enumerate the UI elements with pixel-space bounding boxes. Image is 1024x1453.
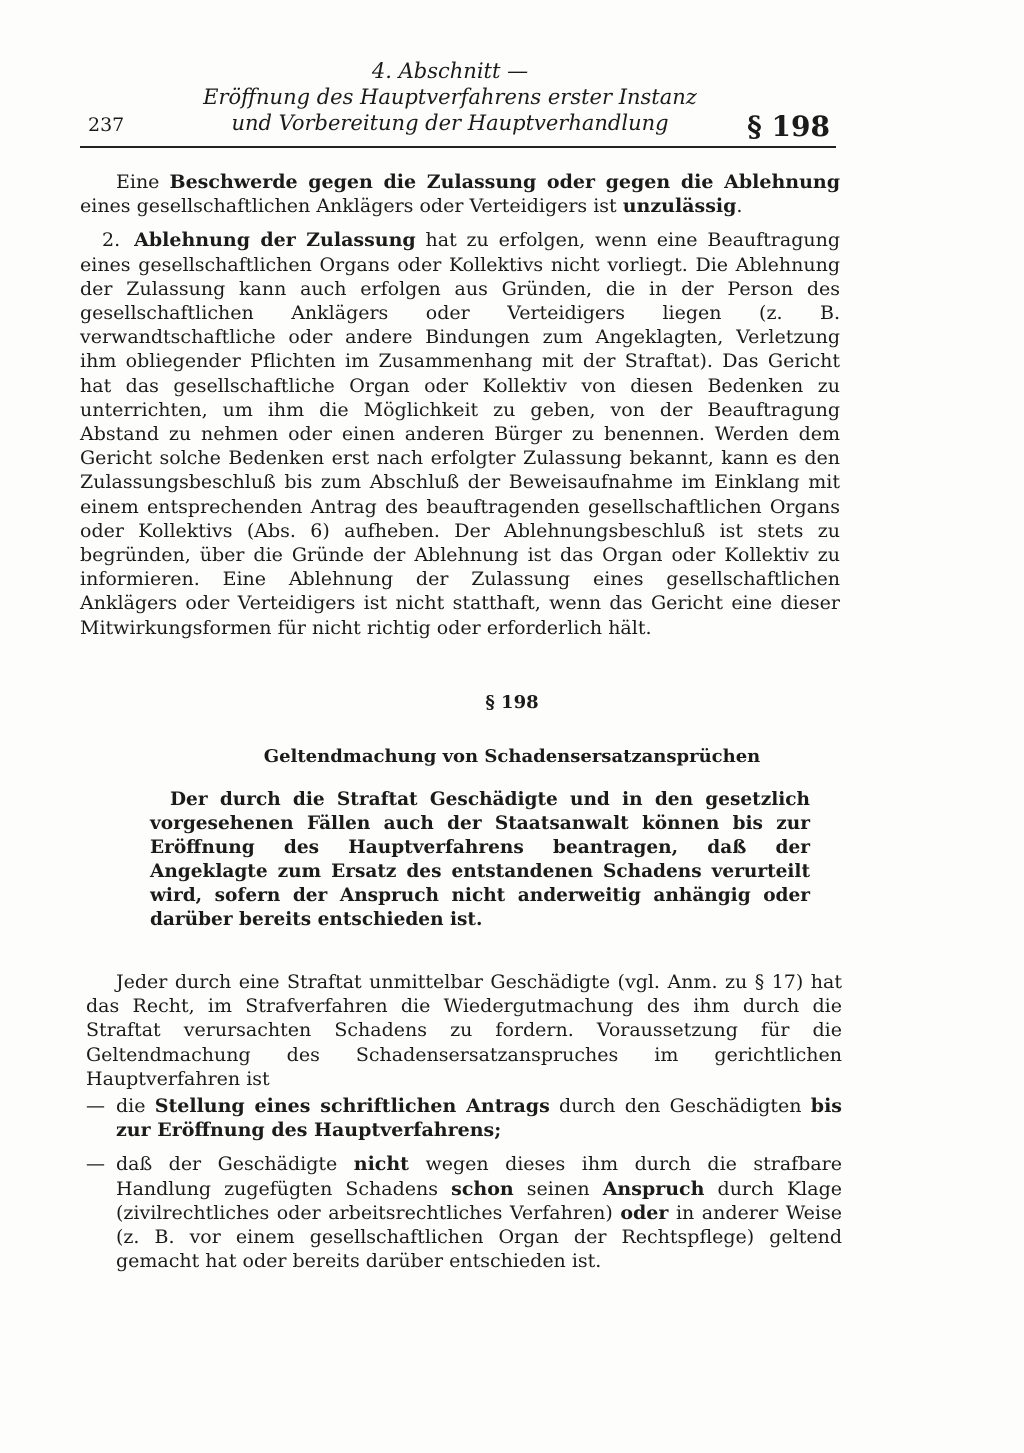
header-section-mark: § 198 [747,110,830,143]
text-run: Eine [116,171,170,193]
bold-run: Anspruch [602,1177,705,1200]
text-run: . [736,195,743,218]
title-line-1: Eröffnung des Hauptverfahrens erster Instanz [203,85,697,109]
section-heading: Geltendmachung von Schadensersatzansprüchen [263,746,761,767]
list-item [86,1094,842,1142]
dash-bullet: — [86,1095,105,1117]
dash-bullet: — [86,1153,105,1176]
text-run: wegen dieses ihm durch die strafbare Handlung zugefügten Schadens [116,1153,843,1200]
text-run: die [116,1095,155,1117]
bold-run: Beschwerde gegen die Zulassung oder gegen die Ablehnung [169,171,840,193]
header-rule [80,146,836,148]
list-item-text [116,1094,842,1142]
paragraph-number: 2. [102,229,121,252]
text-run: hat zu erfolgen, wenn eine Beauftragung eines gesellschaftlichen Organs oder Kollektivs nicht vorliegt. Die Ablehnung der Zulassung kann auch erfolgen aus Gründen, die in der Person des gesellschaftlichen Anklägers oder Verteidigers liegen (z. B. verwandtschaftliche oder andere Bindungen zum Angeklagten, Verletzung ihm obliegender Pflichten im Zusammenhang mit der Straftat). Das Gericht hat das gesellschaftliche Organ oder Kollektiv von diesen Bedenken zu unterrichten, um ihm die Möglichkeit zu geben, von der Beauftragung Abstand zu nehmen oder einen anderen Bürger zu benennen. Werden dem Gericht solche Bedenken erst nach erfolgter Zulassung bekannt, kann es den Zulassungsbeschluß bis zum Abschluß der Beweisaufnahme im Einklang mit einem entsprechenden Antrag des beauftragenden gesellschaftlichen Organs oder Kollektivs (Abs. 6) aufheben. Der Ablehnungsbeschluß ist stets zu begründen, über die Gründe der Ablehnung ist das Organ oder Kollektiv zu informieren. Eine Ablehnung der Zulassung eines gesellschaftlichen Anklägers oder Verteidigers ist nicht statthaft, wenn das Gericht eine dieser Mitwirkungsformen für nicht richtig oder erforderlich hält. [80,229,841,639]
list-item [86,1152,842,1273]
bold-run: Stellung eines schriftlichen Antrags [154,1095,550,1117]
text-run: daß der Geschädigte [116,1153,354,1176]
bold-run: schon [451,1177,514,1200]
bold-run: unzulässig [622,195,737,218]
text-run: seinen [513,1177,603,1200]
section-number: § 198 [485,692,539,713]
running-title [200,58,700,136]
statute-paragraph: Der durch die Straftat Geschädigte und in den gesetzlich vorgesehenen Fällen auch der Staatsanwalt können bis zur Eröffnung des Hauptverfahrens beantragen, daß der Angeklagte zum Ersatz des entstandenen Schadens verurteilt wird, sofern der Anspruch nicht anderweitig anhängig oder darüber bereits entschieden ist. [150,789,810,930]
list-item-text [116,1152,842,1273]
bold-run: bis zur Eröffnung des Hauptverfahrens; [116,1095,842,1142]
page-header [80,58,836,148]
title-line-2: und Vorbereitung der Hauptverhandlung [231,111,669,135]
requirements-list [86,1094,842,1283]
bold-run: oder [620,1201,669,1224]
page-number: 237 [88,114,125,136]
paragraph-1 [80,170,840,218]
bold-run: nicht [353,1153,409,1176]
commentary-intro: Jeder durch eine Straftat unmittelbar Geschädigte (vgl. Anm. zu § 17) hat das Recht, im Strafverfahren die Wiedergutmachung des ihm durch die Straftat verursachten Schadens zu fordern. Voraussetzung für die Geltendmachung des Schadensersatzanspruches im gerichtlichen Hauptverfahren ist [86,971,842,1090]
text-run: durch den Geschädigten [549,1095,811,1117]
commentary [86,970,842,1091]
bold-run: Ablehnung der Zulassung [134,229,416,252]
chapter-line: 4. Abschnitt — [371,59,529,83]
text-run: in anderer Weise (z. B. vor einem gesellschaftlichen Organ der Rechtspflege) geltend gemacht hat oder bereits darüber entschieden ist. [116,1201,842,1273]
text-run: durch Klage (zivilrechtliches oder arbeitsrechtliches Verfahren) [116,1177,842,1224]
text-run: eines gesellschaftlichen Anklägers oder Verteidigers ist [80,195,623,218]
statute-text [150,788,810,932]
body-text [80,170,840,640]
paragraph-2 [80,228,840,639]
